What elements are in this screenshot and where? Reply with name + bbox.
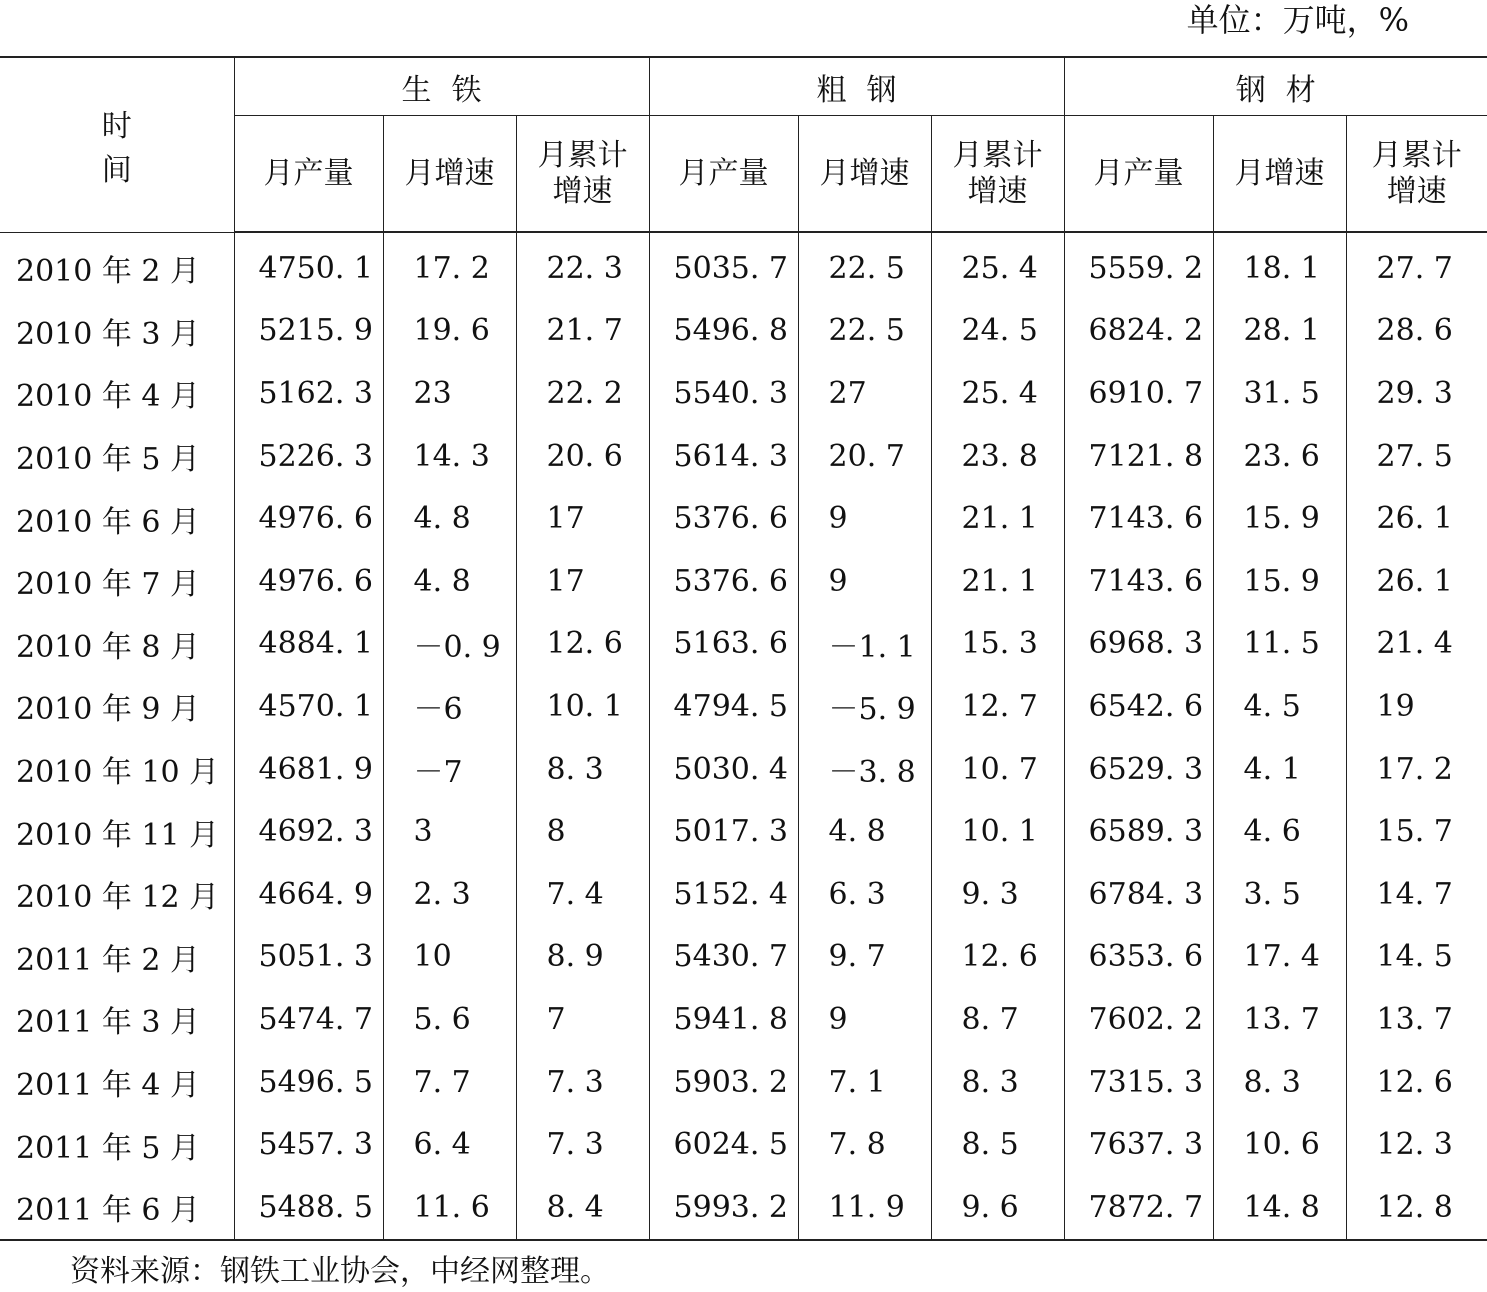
table-cell: 4. 8	[798, 800, 931, 863]
col-header-cumulative-growth: 月累计 增速	[931, 116, 1064, 233]
table-row	[0, 1051, 1487, 1114]
table-cell: 22. 3	[516, 232, 649, 300]
table-cell: 11. 9	[798, 1176, 931, 1240]
table-cell: 19	[1376, 688, 1415, 724]
table-cell: 5559. 2	[1064, 232, 1213, 300]
table-cell: －5. 9	[798, 675, 931, 738]
table-cell: 21. 7	[516, 300, 649, 363]
table-cell: 22. 5	[798, 232, 931, 300]
table-cell: 12. 6	[516, 613, 649, 676]
table-cell: 14. 8	[1213, 1176, 1346, 1240]
table-cell: 31. 5	[1213, 362, 1346, 425]
table-cell: 6910. 7	[1064, 362, 1213, 425]
table-cell: 2. 3	[383, 863, 516, 926]
table-cell: 5457. 3	[234, 1113, 383, 1176]
table-cell: 3	[383, 800, 516, 863]
table-cell: 17. 4	[1213, 926, 1346, 989]
table-cell: 8. 3	[516, 738, 649, 801]
table-cell: 7. 7	[383, 1051, 516, 1114]
table-cell: 8. 3	[931, 1051, 1064, 1114]
table-cell: 20. 7	[798, 425, 931, 488]
table-cell: 10. 7	[931, 738, 1064, 801]
table-cell: －3. 8	[798, 738, 931, 801]
table-row	[0, 863, 1487, 926]
table-cell: 5903. 2	[649, 1051, 798, 1114]
table-cell: 7121. 8	[1064, 425, 1213, 488]
table-cell: 7143. 6	[1064, 487, 1213, 550]
table-cell: 22. 5	[798, 300, 931, 363]
table-row	[0, 800, 1487, 863]
steel-production-table	[0, 56, 1487, 1241]
table-cell: 4. 1	[1213, 738, 1346, 801]
table-cell: 14. 3	[383, 425, 516, 488]
table-cell: 7637. 3	[1064, 1113, 1213, 1176]
table-cell: 12. 8	[1346, 1176, 1487, 1240]
table-cell: 7. 8	[798, 1113, 931, 1176]
table-cell: 9	[798, 550, 931, 613]
table-row	[0, 988, 1487, 1051]
table-row	[0, 487, 1487, 550]
table-cell: 9. 6	[931, 1176, 1064, 1240]
table-cell: 28. 6	[1376, 313, 1453, 349]
table-cell: 19. 6	[383, 300, 516, 363]
table-cell: 5226. 3	[234, 425, 383, 488]
table-cell: 3. 5	[1213, 863, 1346, 926]
row-time-cell: 2010 年 6 月	[0, 487, 234, 550]
table-cell: 7. 4	[516, 863, 649, 926]
table-cell: －6	[383, 675, 516, 738]
table-cell: 12. 7	[931, 675, 1064, 738]
table-cell: 7143. 6	[1064, 550, 1213, 613]
table-cell: 4664. 9	[234, 863, 383, 926]
table-cell: 10. 1	[931, 800, 1064, 863]
table-cell: 9. 7	[798, 926, 931, 989]
table-cell: 4. 6	[1213, 800, 1346, 863]
table-cell: 4681. 9	[234, 738, 383, 801]
table-cell: 10. 6	[1213, 1113, 1346, 1176]
table-cell: 5488. 5	[234, 1176, 383, 1240]
table-cell: 13. 7	[1376, 1001, 1453, 1037]
col-header-output: 月产量	[234, 116, 383, 233]
table-cell: －7	[383, 738, 516, 801]
table-row	[0, 926, 1487, 989]
row-time-cell: 2010 年 11 月	[0, 800, 234, 863]
time-header: 时间	[0, 57, 234, 232]
table-cell: 12. 6	[1376, 1064, 1453, 1100]
table-cell: 6968. 3	[1064, 613, 1213, 676]
table-cell: 8. 7	[931, 988, 1064, 1051]
table-cell: 5496. 8	[649, 300, 798, 363]
table-cell: 18. 1	[1213, 232, 1346, 300]
row-time-cell: 2011 年 3 月	[0, 988, 234, 1051]
table-cell: 8	[516, 800, 649, 863]
table-cell: 26. 1	[1376, 501, 1453, 537]
table-cell: 9	[798, 487, 931, 550]
table-cell: 15. 7	[1376, 814, 1453, 850]
table-cell: 28. 1	[1213, 300, 1346, 363]
row-time-cell: 2011 年 4 月	[0, 1051, 234, 1114]
col-header-growth: 月增速	[1213, 116, 1346, 233]
table-cell: 21. 4	[1376, 626, 1453, 662]
table-row	[0, 1176, 1487, 1240]
table-cell: 5540. 3	[649, 362, 798, 425]
table-row	[0, 550, 1487, 613]
table-cell: 23	[383, 362, 516, 425]
table-row	[0, 232, 1487, 300]
table-cell: 4. 8	[383, 550, 516, 613]
table-cell: 7. 3	[516, 1113, 649, 1176]
table-cell: 12. 3	[1376, 1127, 1453, 1163]
table-cell: 26. 1	[1376, 563, 1453, 599]
table-cell: 23. 8	[931, 425, 1064, 488]
table-cell: 5614. 3	[649, 425, 798, 488]
table-cell: 5376. 6	[649, 550, 798, 613]
table-cell: 24. 5	[931, 300, 1064, 363]
table-cell: 7602. 2	[1064, 988, 1213, 1051]
table-cell: 5496. 5	[234, 1051, 383, 1114]
group-header-steel-products: 钢材	[1064, 57, 1487, 116]
table-row	[0, 613, 1487, 676]
table-cell: 10	[383, 926, 516, 989]
table-cell: 9. 3	[931, 863, 1064, 926]
table-cell: 4. 5	[1213, 675, 1346, 738]
table-cell: 6. 4	[383, 1113, 516, 1176]
table-cell: 6824. 2	[1064, 300, 1213, 363]
table-cell: 25. 4	[931, 232, 1064, 300]
table-row	[0, 300, 1487, 363]
table-cell: 5941. 8	[649, 988, 798, 1051]
table-cell: 4976. 6	[234, 550, 383, 613]
table-cell: 11. 6	[383, 1176, 516, 1240]
table-cell: 27	[798, 362, 931, 425]
row-time-cell: 2011 年 5 月	[0, 1113, 234, 1176]
table-cell: 5162. 3	[234, 362, 383, 425]
table-cell: 10. 1	[516, 675, 649, 738]
table-cell: 6784. 3	[1064, 863, 1213, 926]
table-cell: 4884. 1	[234, 613, 383, 676]
table-cell: 5163. 6	[649, 613, 798, 676]
group-header-pig-iron: 生铁	[234, 57, 649, 116]
table-cell: 11. 5	[1213, 613, 1346, 676]
table-cell: 4. 8	[383, 487, 516, 550]
table-cell: 6589. 3	[1064, 800, 1213, 863]
table-cell: 5376. 6	[649, 487, 798, 550]
table-row	[0, 425, 1487, 488]
table-cell: 6529. 3	[1064, 738, 1213, 801]
table-cell: 6024. 5	[649, 1113, 798, 1176]
col-header-output: 月产量	[1064, 116, 1213, 233]
table-cell: 4692. 3	[234, 800, 383, 863]
table-cell: 5430. 7	[649, 926, 798, 989]
table-cell: 17. 2	[383, 232, 516, 300]
table-cell: 14. 7	[1376, 876, 1453, 912]
table-cell: 17	[516, 550, 649, 613]
table-cell: 17	[516, 487, 649, 550]
table-cell: 17. 2	[1376, 751, 1453, 787]
col-header-growth: 月增速	[798, 116, 931, 233]
col-header-output: 月产量	[649, 116, 798, 233]
table-cell: 7. 3	[516, 1051, 649, 1114]
table-cell: 8. 9	[516, 926, 649, 989]
table-cell: 5035. 7	[649, 232, 798, 300]
table-cell: 4570. 1	[234, 675, 383, 738]
row-time-cell: 2010 年 9 月	[0, 675, 234, 738]
col-header-cumulative-growth: 月累计 增速	[516, 116, 649, 233]
table-cell: 7	[516, 988, 649, 1051]
table-cell: 20. 6	[516, 425, 649, 488]
table-cell: 4750. 1	[234, 232, 383, 300]
table-cell: 29. 3	[1376, 375, 1453, 411]
col-header-growth: 月增速	[383, 116, 516, 233]
table-cell: －1. 1	[798, 613, 931, 676]
table-row	[0, 362, 1487, 425]
table-cell: 12. 6	[931, 926, 1064, 989]
table-cell: 6542. 6	[1064, 675, 1213, 738]
row-time-cell: 2010 年 10 月	[0, 738, 234, 801]
table-cell: 5051. 3	[234, 926, 383, 989]
table-cell: 23. 6	[1213, 425, 1346, 488]
table-cell: 7315. 3	[1064, 1051, 1213, 1114]
table-cell: －0. 9	[383, 613, 516, 676]
table-row	[0, 738, 1487, 801]
table-cell: 13. 7	[1213, 988, 1346, 1051]
table-cell: 21. 1	[931, 487, 1064, 550]
table-cell: 7872. 7	[1064, 1176, 1213, 1240]
row-time-cell: 2010 年 7 月	[0, 550, 234, 613]
table-cell: 4794. 5	[649, 675, 798, 738]
table-cell: 15. 3	[931, 613, 1064, 676]
row-time-cell: 2010 年 5 月	[0, 425, 234, 488]
table-cell: 5215. 9	[234, 300, 383, 363]
table-cell: 8. 5	[931, 1113, 1064, 1176]
table-row	[0, 1113, 1487, 1176]
row-time-cell: 2010 年 2 月	[0, 232, 234, 300]
row-time-cell: 2010 年 12 月	[0, 863, 234, 926]
table-cell: 15. 9	[1213, 487, 1346, 550]
table-cell: 8. 3	[1213, 1051, 1346, 1114]
table-cell: 15. 9	[1213, 550, 1346, 613]
row-time-cell: 2010 年 4 月	[0, 362, 234, 425]
table-cell: 4976. 6	[234, 487, 383, 550]
table-row	[0, 675, 1487, 738]
row-time-cell: 2011 年 2 月	[0, 926, 234, 989]
unit-label: 单位：万吨，%	[1186, 1, 1409, 39]
table-cell: 5017. 3	[649, 800, 798, 863]
table-cell: 6. 3	[798, 863, 931, 926]
table-cell: 5474. 7	[234, 988, 383, 1051]
table-cell: 8. 4	[516, 1176, 649, 1240]
row-time-cell: 2011 年 6 月	[0, 1176, 234, 1240]
group-header-crude-steel: 粗钢	[649, 57, 1064, 116]
row-time-cell: 2010 年 8 月	[0, 613, 234, 676]
table-body	[0, 232, 1487, 1240]
table-cell: 9	[798, 988, 931, 1051]
table-cell: 5030. 4	[649, 738, 798, 801]
col-header-cumulative-growth: 月累计 增速	[1346, 116, 1487, 233]
table-cell: 5. 6	[383, 988, 516, 1051]
row-time-cell: 2010 年 3 月	[0, 300, 234, 363]
table-cell: 27. 5	[1376, 438, 1453, 474]
table-cell: 5993. 2	[649, 1176, 798, 1240]
table-cell: 22. 2	[516, 362, 649, 425]
table-cell: 14. 5	[1376, 939, 1453, 975]
table-cell: 25. 4	[931, 362, 1064, 425]
table-cell: 7. 1	[798, 1051, 931, 1114]
table-cell: 5152. 4	[649, 863, 798, 926]
table-cell: 27. 7	[1376, 250, 1453, 286]
source-note: 资料来源：钢铁工业协会，中经网整理。	[70, 1254, 610, 1289]
table-cell: 6353. 6	[1064, 926, 1213, 989]
table-cell: 21. 1	[931, 550, 1064, 613]
